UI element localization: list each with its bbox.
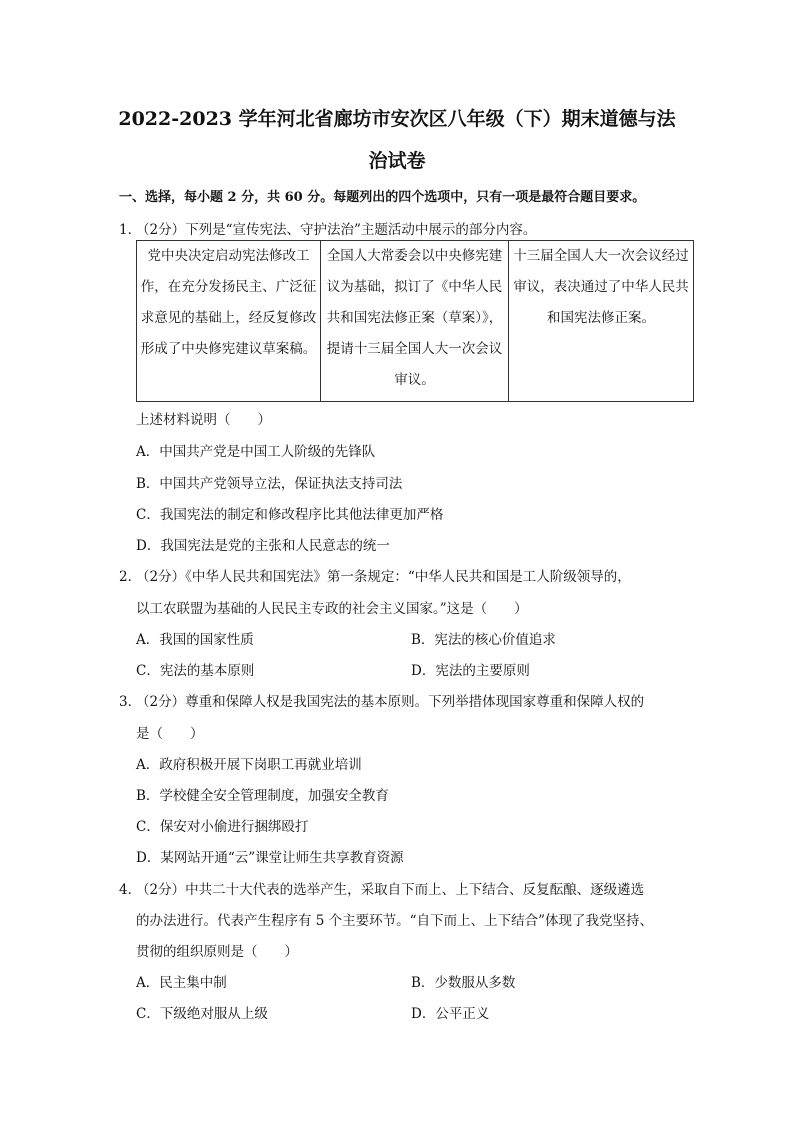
question-2-option-d[interactable]: D．宪法的主要原则 xyxy=(411,663,530,679)
question-1-option-c[interactable]: C．我国宪法的制定和修改程序比其他法律更加严格 xyxy=(136,507,444,523)
question-1-number: 1． xyxy=(119,222,142,238)
question-2-stem-line1: （2分）《中华人民共和国宪法》第一条规定：“中华人民共和国是工人阶级领导的， xyxy=(136,569,631,585)
question-1-option-a[interactable]: A．中国共产党是中国工人阶级的先锋队 xyxy=(136,444,376,460)
question-4-option-a[interactable]: A．民主集中制 xyxy=(136,975,227,991)
question-1-option-b[interactable]: B．中国共产党领导立法，保证执法支持司法 xyxy=(136,476,403,492)
question-2-stem-line2: 以工农联盟为基础的人民民主专政的社会主义国家。”这是（ ） xyxy=(136,601,528,617)
question-3-stem-line1: （2分）尊重和保障人权是我国宪法的基本原则。下列举措体现国家尊重和保障人权的 xyxy=(136,694,645,710)
material-cell-1: 党中央决定启动宪法修改工作，在充分发扬民主、广泛征求意见的基础上，经反复修改形成了中央修宪建议草案稿。 xyxy=(137,241,321,402)
material-cell-2: 全国人大常委会以中央修宪建议为基础，拟订了《中华人民共和国宪法修正案（草案）》，提请十三届全国人大一次会议审议。 xyxy=(321,241,509,402)
question-3-number: 3． xyxy=(119,694,142,710)
question-3-option-d[interactable]: D．某网站开通“云”课堂让师生共享教育资源 xyxy=(136,850,404,866)
question-4-option-c[interactable]: C．下级绝对服从上级 xyxy=(136,1006,268,1022)
question-4-number: 4． xyxy=(119,882,142,898)
question-4-stem-line1: （2分）中共二十大代表的选举产生，采取自下而上、上下结合、反复酝酿、逐级遴选 xyxy=(136,882,645,898)
question-4-option-b[interactable]: B．少数服从多数 xyxy=(411,975,516,991)
question-3-option-b[interactable]: B．学校健全安全管理制度，加强安全教育 xyxy=(136,788,389,804)
question-4-option-d[interactable]: D．公平正义 xyxy=(411,1006,490,1022)
question-1-material-table xyxy=(136,240,694,402)
question-2-option-a[interactable]: A．我国的国家性质 xyxy=(136,632,254,648)
question-4-stem-line3: 贯彻的组织原则是（ ） xyxy=(136,944,298,960)
question-1-option-d[interactable]: D．我国宪法是党的主张和人民意志的统一 xyxy=(136,538,390,554)
material-cell-3: 十三届全国人大一次会议经过审议，表决通过了中华人民共和国宪法修正案。 xyxy=(509,241,694,402)
exam-title-line2: 治试卷 xyxy=(368,150,426,172)
question-4-stem-line2: 的办法进行。代表产生程序有 5 个主要环节。“自下而上、上下结合”体现了我党坚持、 xyxy=(136,913,653,929)
question-2-option-b[interactable]: B．宪法的核心价值追求 xyxy=(411,632,556,648)
question-2-option-c[interactable]: C．宪法的基本原则 xyxy=(136,663,255,679)
question-3-option-a[interactable]: A．政府积极开展下岗职工再就业培训 xyxy=(136,757,362,773)
question-3-option-c[interactable]: C．保安对小偷进行捆绑殴打 xyxy=(136,819,309,835)
section-heading: 一、选择，每小题 2 分，共 60 分。每题列出的四个选项中，只有一项是最符合题目要求。 xyxy=(119,190,646,205)
exam-title-line1: 2022-2023 学年河北省廊坊市安次区八年级（下）期末道德与法 xyxy=(118,108,676,130)
question-3-stem-line2: 是（ ） xyxy=(136,726,204,742)
question-1-stem: （2分）下列是“宣传宪法、守护法治”主题活动中展示的部分内容。 xyxy=(136,222,537,238)
question-2-number: 2． xyxy=(119,569,142,585)
question-1-prompt: 上述材料说明（ ） xyxy=(136,412,271,428)
